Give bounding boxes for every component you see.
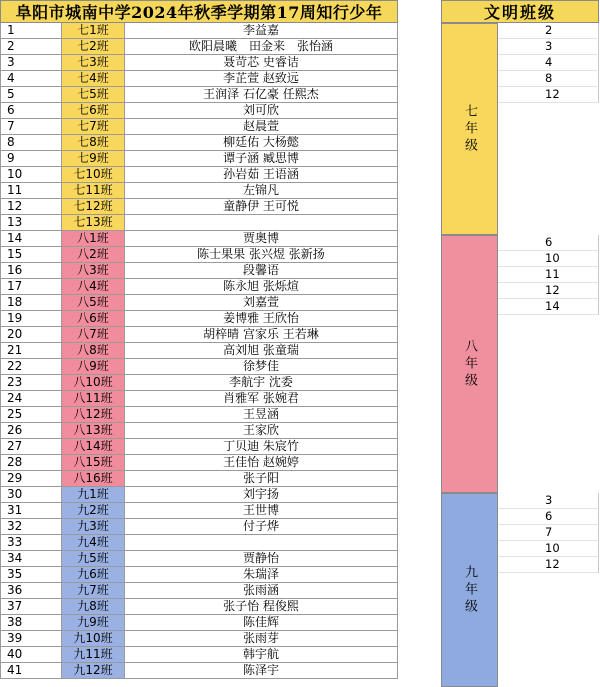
civilized-class-number: 3	[498, 39, 599, 55]
table-row	[0, 119, 398, 135]
table-row	[0, 535, 398, 551]
class-cell: 八6班	[62, 311, 125, 327]
table-row	[0, 55, 398, 71]
student-names-cell: 贾静怡	[125, 551, 398, 567]
table-row	[0, 471, 398, 487]
table-row	[0, 247, 398, 263]
student-names-cell: 李芷萱 赵致远	[125, 71, 398, 87]
civilized-class-number: 12	[498, 557, 599, 573]
student-names-cell: 童静伊 王可悦	[125, 199, 398, 215]
class-cell: 七9班	[62, 151, 125, 167]
student-names-cell: 李益嘉	[125, 23, 398, 39]
table-row	[0, 71, 398, 87]
table-row	[0, 295, 398, 311]
row-number: 7	[0, 119, 62, 135]
table-row	[0, 359, 398, 375]
student-names-cell: 欧阳晨曦 田金来 张怡涵	[125, 39, 398, 55]
class-cell: 八1班	[62, 231, 125, 247]
table-row	[0, 567, 398, 583]
civilized-class-number: 6	[498, 509, 599, 525]
row-number: 14	[0, 231, 62, 247]
row-number: 39	[0, 631, 62, 647]
grade-7-band	[441, 23, 498, 235]
table-row	[0, 39, 398, 55]
row-number: 38	[0, 615, 62, 631]
grade-8-label: 八年级	[462, 338, 477, 390]
table-row	[0, 407, 398, 423]
civilized-class-number: 12	[498, 283, 599, 299]
row-number: 19	[0, 311, 62, 327]
student-names-cell: 段馨语	[125, 263, 398, 279]
table-row	[0, 599, 398, 615]
student-names-cell: 高刘旭 张童瑞	[125, 343, 398, 359]
table-row	[0, 487, 398, 503]
table-row	[0, 583, 398, 599]
class-cell: 七10班	[62, 167, 125, 183]
class-cell: 九4班	[62, 535, 125, 551]
class-cell: 九2班	[62, 503, 125, 519]
student-names-cell: 王家欣	[125, 423, 398, 439]
student-names-cell: 刘可欣	[125, 103, 398, 119]
student-names-cell: 韩宇航	[125, 647, 398, 663]
civilized-class-number: 7	[498, 525, 599, 541]
row-number: 1	[0, 23, 62, 39]
row-number: 21	[0, 343, 62, 359]
row-number: 9	[0, 151, 62, 167]
civilized-class-number: 6	[498, 235, 599, 251]
civilized-class-number: 3	[498, 493, 599, 509]
class-cell: 八7班	[62, 327, 125, 343]
left-table-title: 阜阳市城南中学2024年秋季学期第17周知行少年	[0, 0, 398, 23]
student-names-cell: 陈永旭 张烁煊	[125, 279, 398, 295]
row-number: 36	[0, 583, 62, 599]
table-row	[0, 391, 398, 407]
table-row	[0, 327, 398, 343]
row-number: 5	[0, 87, 62, 103]
civilized-class-number: 10	[498, 541, 599, 557]
class-cell: 八10班	[62, 375, 125, 391]
student-names-cell: 聂苛芯 史睿诘	[125, 55, 398, 71]
class-cell: 八15班	[62, 455, 125, 471]
class-cell: 九1班	[62, 487, 125, 503]
student-names-cell: 张子阳	[125, 471, 398, 487]
table-row	[0, 519, 398, 535]
student-names-cell: 肖雅军 张婉君	[125, 391, 398, 407]
class-cell: 八11班	[62, 391, 125, 407]
row-number: 23	[0, 375, 62, 391]
class-cell: 七11班	[62, 183, 125, 199]
table-row	[0, 551, 398, 567]
table-row	[0, 439, 398, 455]
student-names-cell: 张子怡 程俊熙	[125, 599, 398, 615]
table-row	[0, 311, 398, 327]
class-cell: 九12班	[62, 663, 125, 679]
row-number: 15	[0, 247, 62, 263]
student-names-cell: 陈泽宇	[125, 663, 398, 679]
row-number: 12	[0, 199, 62, 215]
row-number: 8	[0, 135, 62, 151]
student-names-cell: 付子烨	[125, 519, 398, 535]
student-names-cell: 孙岩茹 王语涵	[125, 167, 398, 183]
class-cell: 九9班	[62, 615, 125, 631]
student-names-cell: 胡梓晴 宫家乐 王若琳	[125, 327, 398, 343]
class-cell: 七1班	[62, 23, 125, 39]
class-cell: 七12班	[62, 199, 125, 215]
right-table-title: 文明班级	[441, 0, 599, 23]
row-number: 28	[0, 455, 62, 471]
class-cell: 八9班	[62, 359, 125, 375]
civilized-class-number: 8	[498, 71, 599, 87]
row-number: 27	[0, 439, 62, 455]
class-cell: 七6班	[62, 103, 125, 119]
row-number: 41	[0, 663, 62, 679]
civilized-class-number: 4	[498, 55, 599, 71]
table-row	[0, 647, 398, 663]
row-number: 34	[0, 551, 62, 567]
row-number: 24	[0, 391, 62, 407]
grade-9-band	[441, 493, 498, 687]
class-cell: 八4班	[62, 279, 125, 295]
class-cell: 九7班	[62, 583, 125, 599]
row-number: 17	[0, 279, 62, 295]
student-names-cell: 姜博雅 王欣怡	[125, 311, 398, 327]
student-names-cell: 朱瑞泽	[125, 567, 398, 583]
row-number: 33	[0, 535, 62, 551]
class-cell: 八14班	[62, 439, 125, 455]
student-names-cell: 谭子涵 臧思博	[125, 151, 398, 167]
row-number: 13	[0, 215, 62, 231]
row-number: 11	[0, 183, 62, 199]
table-row	[0, 135, 398, 151]
student-names-cell: 刘嘉萱	[125, 295, 398, 311]
class-cell: 九11班	[62, 647, 125, 663]
table-row	[0, 343, 398, 359]
row-number: 31	[0, 503, 62, 519]
class-cell: 九10班	[62, 631, 125, 647]
table-row	[0, 23, 398, 39]
class-cell: 九6班	[62, 567, 125, 583]
class-cell: 九8班	[62, 599, 125, 615]
civilized-class-number: 2	[498, 23, 599, 39]
class-cell: 九3班	[62, 519, 125, 535]
student-names-cell: 李航宇 沈委	[125, 375, 398, 391]
table-row	[0, 375, 398, 391]
student-names-cell: 陈士果果 张兴煜 张新扬	[125, 247, 398, 263]
grade-9-label: 九年级	[462, 564, 477, 616]
student-names-cell: 陈佳辉	[125, 615, 398, 631]
class-cell: 八12班	[62, 407, 125, 423]
table-row	[0, 631, 398, 647]
class-cell: 八3班	[62, 263, 125, 279]
row-number: 26	[0, 423, 62, 439]
student-names-cell: 刘宇扬	[125, 487, 398, 503]
row-number: 3	[0, 55, 62, 71]
table-row	[0, 279, 398, 295]
class-cell: 七2班	[62, 39, 125, 55]
class-cell: 七13班	[62, 215, 125, 231]
row-number: 18	[0, 295, 62, 311]
civilized-class-number: 10	[498, 251, 599, 267]
row-number: 6	[0, 103, 62, 119]
row-number: 25	[0, 407, 62, 423]
student-names-cell: 赵晨萱	[125, 119, 398, 135]
row-number: 30	[0, 487, 62, 503]
table-row	[0, 231, 398, 247]
student-names-cell: 王佳怡 赵婉婷	[125, 455, 398, 471]
student-names-cell: 丁贝迪 朱宸竹	[125, 439, 398, 455]
table-row	[0, 103, 398, 119]
student-names-cell	[125, 215, 398, 231]
table-row	[0, 151, 398, 167]
student-names-cell: 张雨涵	[125, 583, 398, 599]
class-cell: 八13班	[62, 423, 125, 439]
table-row	[0, 423, 398, 439]
student-names-cell: 张雨芽	[125, 631, 398, 647]
table-row	[0, 167, 398, 183]
student-names-cell: 柳廷佑 大杨懿	[125, 135, 398, 151]
class-cell: 七8班	[62, 135, 125, 151]
class-cell: 九5班	[62, 551, 125, 567]
row-number: 32	[0, 519, 62, 535]
student-names-cell: 左锦凡	[125, 183, 398, 199]
row-number: 16	[0, 263, 62, 279]
table-row	[0, 215, 398, 231]
table-row	[0, 183, 398, 199]
row-number: 22	[0, 359, 62, 375]
student-names-cell: 王昱涵	[125, 407, 398, 423]
class-cell: 八2班	[62, 247, 125, 263]
student-names-cell: 徐梦佳	[125, 359, 398, 375]
grade-7-label: 七年级	[462, 103, 477, 155]
row-number: 35	[0, 567, 62, 583]
table-row	[0, 263, 398, 279]
row-number: 20	[0, 327, 62, 343]
student-names-cell: 贾奥博	[125, 231, 398, 247]
civilized-class-number: 11	[498, 267, 599, 283]
class-cell: 七5班	[62, 87, 125, 103]
grade-8-band	[441, 235, 498, 493]
table-row	[0, 455, 398, 471]
civilized-class-number: 12	[498, 87, 599, 103]
row-number: 40	[0, 647, 62, 663]
table-row	[0, 199, 398, 215]
table-row	[0, 503, 398, 519]
student-names-cell	[125, 535, 398, 551]
student-names-cell: 王世博	[125, 503, 398, 519]
class-cell: 七4班	[62, 71, 125, 87]
class-cell: 七3班	[62, 55, 125, 71]
row-number: 29	[0, 471, 62, 487]
table-row	[0, 87, 398, 103]
row-number: 37	[0, 599, 62, 615]
row-number: 10	[0, 167, 62, 183]
table-row	[0, 615, 398, 631]
student-names-cell: 王润泽 石亿豪 任熙杰	[125, 87, 398, 103]
row-number: 2	[0, 39, 62, 55]
class-cell: 八8班	[62, 343, 125, 359]
civilized-class-number: 14	[498, 299, 599, 315]
table-row	[0, 663, 398, 679]
row-number: 4	[0, 71, 62, 87]
class-cell: 七7班	[62, 119, 125, 135]
class-cell: 八5班	[62, 295, 125, 311]
class-cell: 八16班	[62, 471, 125, 487]
